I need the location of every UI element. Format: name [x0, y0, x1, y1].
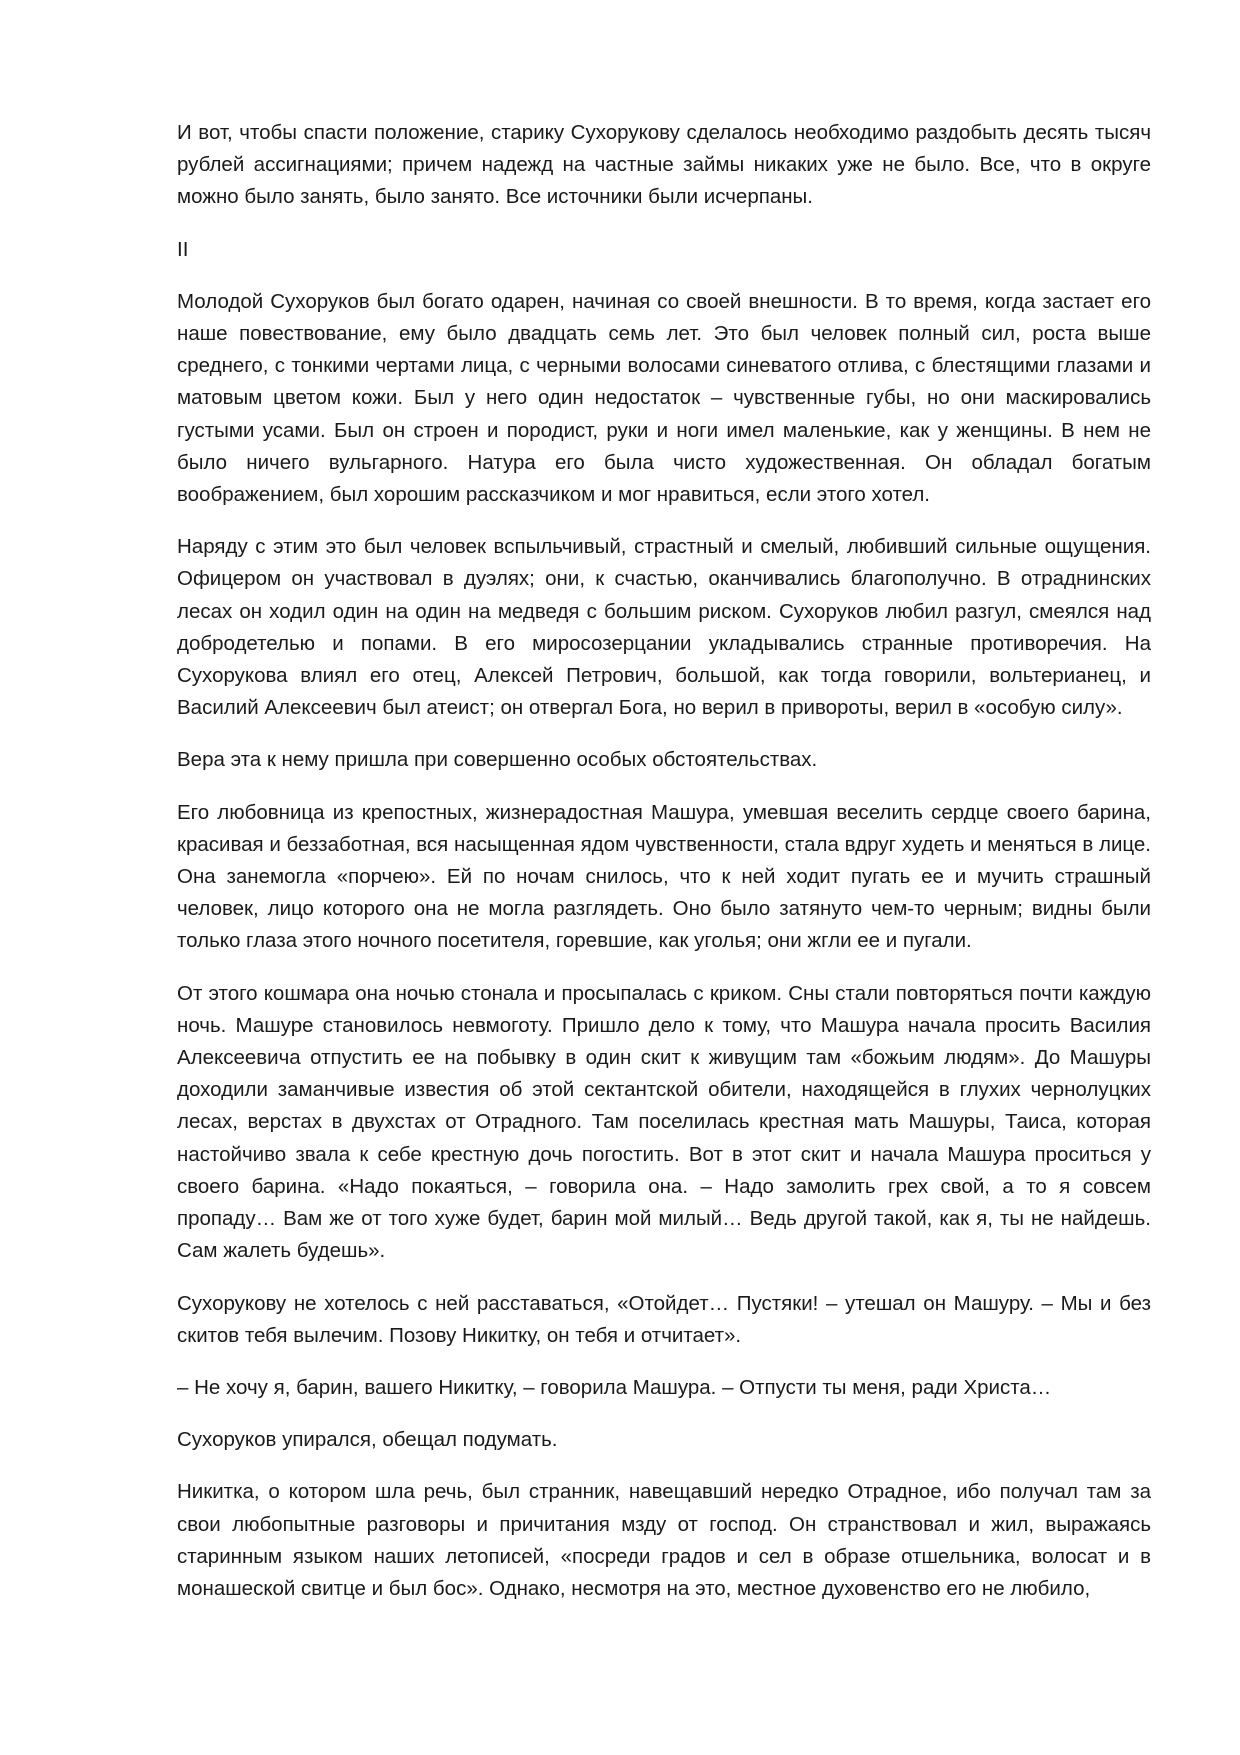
- paragraph: Никитка, о котором шла речь, был странник, навещавший нередко Отрадное, ибо получал там за свои любопытные разговоры и причитания мзду от господ. Он странствовал и жил, выражаясь старинным языком наших летописей, «посреди градов и сел в образе отшельника, волосат и в монашеской свитце и был бос». Однако, несмотря на это, местное духовенство его не любило,: [177, 1480, 1151, 1600]
- paragraph: Наряду с этим это был человек вспыльчивый, страстный и смелый, любивший сильные ощущения. Офицером он участвовал в дуэлях; они, к счастью, оканчивались благополучно. В отраднинских лесах он ходил один на один на медведя с большим риском. Сухоруков любил разгул, смеялся над добродетелью и попами. В его миросозерцании укладывались странные противоречия. На Сухорукова влиял его отец, Алексей Петрович, большой, как тогда говорили, вольтерианец, и Василий Алексеевич был атеист; он отвергал Бога, но верил в привороты, верил в «особую силу».: [177, 535, 1151, 720]
- paragraph: Молодой Сухоруков был богато одарен, начиная со своей внешности. В то время, когда застает его наше повествование, ему было двадцать семь лет. Это был человек полный сил, роста выше среднего, с тонкими чертами лица, с черными волосами синеватого отлива, с блестящими глазами и матовым цветом кожи. Был у него один недостаток – чувственные губы, но они маскировались густыми усами. Был он строен и породист, руки и ноги имел маленькие, как у женщины. В нем не было ничего вульгарного. Натура его была чисто художественная. Он обладал богатым воображением, был хорошим рассказчиком и мог нравиться, если этого хотел.: [177, 289, 1151, 507]
- section-heading: II: [177, 237, 189, 261]
- paragraph: Вера эта к нему пришла при совершенно особых обстоятельствах.: [177, 748, 818, 772]
- paragraph: – Не хочу я, барин, вашего Никитку, – говорила Машура. – Отпусти ты меня, ради Христа…: [177, 1375, 1052, 1399]
- paragraph: Сухоруков упирался, обещал подумать.: [177, 1428, 558, 1452]
- paragraph: Сухорукову не хотелось с ней расставаться, «Отойдет… Пустяки! – утешал он Машуру. – Мы и без скитов тебя вылечим. Позову Никитку, он тебя и отчитает».: [177, 1291, 1151, 1347]
- paragraph: От этого кошмара она ночью стонала и просыпалась с криком. Сны стали повторяться почти каждую ночь. Машуре становилось невмоготу. Пришло дело к тому, что Машура начала просить Василия Алексеевича отпустить ее на побывку в один скит к живущим там «божьим людям». До Машуры доходили заманчивые известия об этой сектантской обители, находящейся в глухих чернолуцких лесах, верстах в двухстах от Отрадного. Там поселилась крестная мать Машуры, Таиса, которая настойчиво звала к себе крестную дочь погостить. Вот в этот скит и начала Машура проситься у своего барина. «Надо покаяться, – говорила она. – Надо замолить грех свой, а то я совсем пропаду… Вам же от того хуже будет, барин мой милый… Ведь другой такой, как я, ты не найдешь. Сам жалеть будешь».: [177, 981, 1151, 1263]
- paragraph: Его любовница из крепостных, жизнерадостная Машура, умевшая веселить сердце своего барина, красивая и беззаботная, вся насыщенная ядом чувственности, стала вдруг худеть и меняться в лице. Она занемогла «порчею». Ей по ночам снилось, что к ней ходит пугать ее и мучить страшный человек, лицо которого она не могла разглядеть. Оно было затянуто чем-то черным; видны были только глаза этого ночного посетителя, горевшие, как уголья; они жгли ее и пугали.: [177, 800, 1151, 953]
- paragraph-intro: И вот, чтобы спасти положение, старику Сухорукову сделалось необходимо раздобыть десять тысяч рублей ассигнациями; причем надежд на частные займы никаких уже не было. Все, что в округе можно было занять, было занято. Все источники были исчерпаны.: [177, 121, 1151, 209]
- document-page: [177, 117, 1151, 1625]
